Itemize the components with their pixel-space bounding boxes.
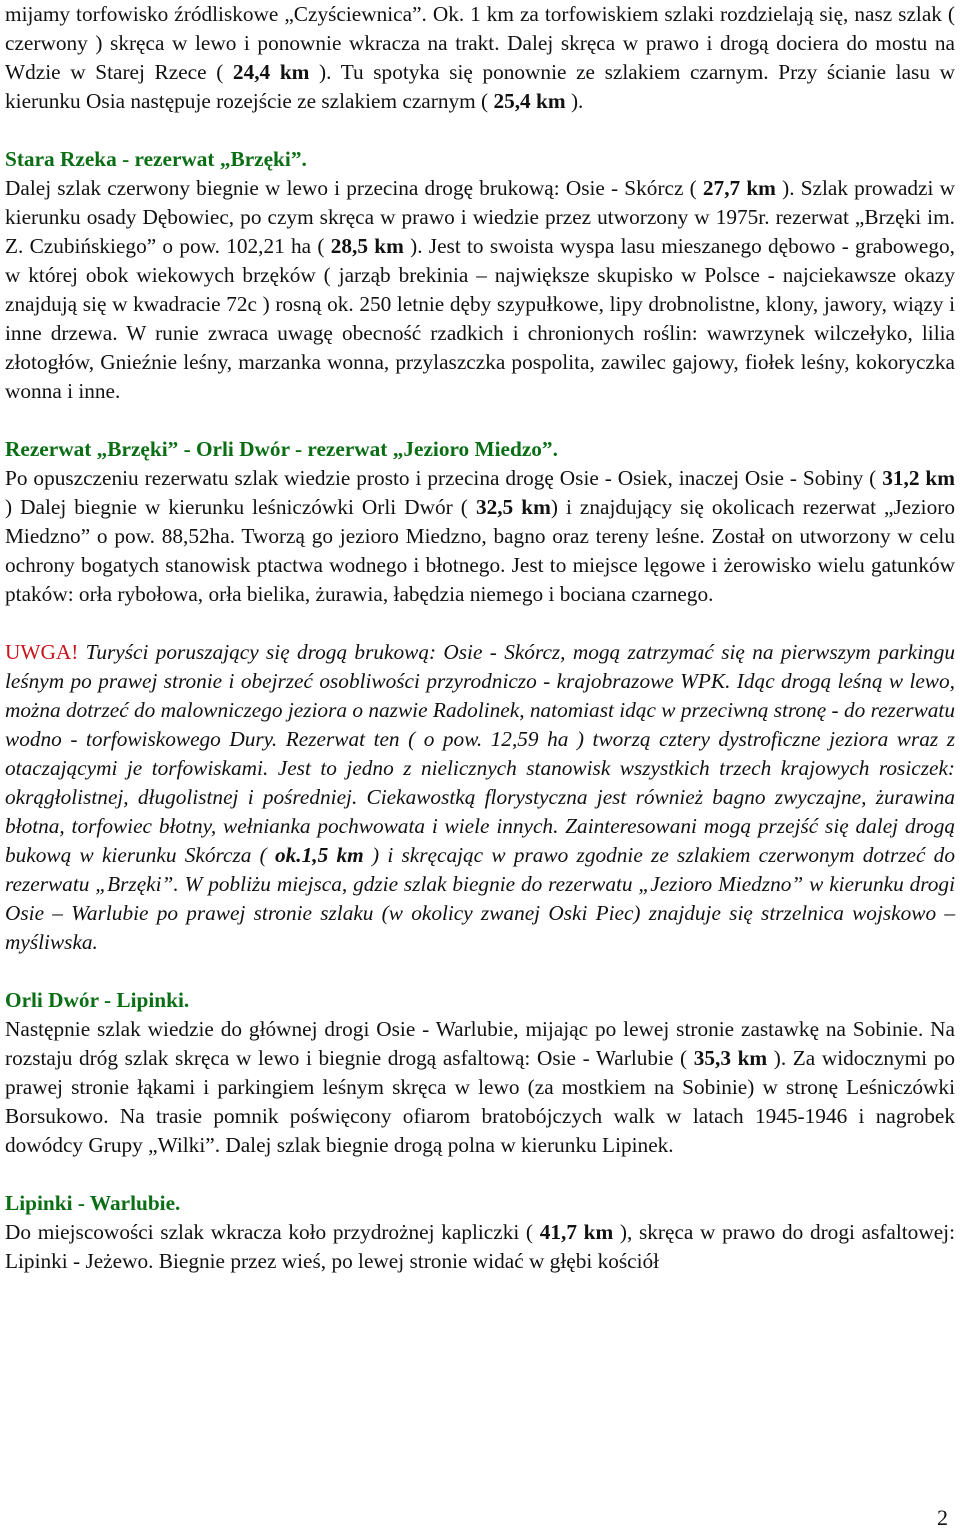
- paragraph-gap: [5, 609, 955, 638]
- section-brzeki-orli: [5, 435, 955, 609]
- text-run: ). Tu spotyka się ponownie ze szlakiem czarnym. Przy ścianie lasu w kierunku Osia następuje rozejście ze szlakiem czarnym (: [5, 60, 955, 113]
- warning-label: UWGA!: [5, 640, 79, 664]
- section-heading: Orli Dwór - Lipinki.: [5, 988, 190, 1012]
- text-run: Następnie szlak wiedzie do głównej drogi Osie - Warlubie, mijając po lewej stronie zastawkę na Sobinie. Na rozstaju dróg szlak skręca w lewo i biegnie drogą asfaltową: Osie - Warlubie (: [5, 1017, 955, 1070]
- warning-body: [5, 640, 955, 954]
- text-run: ), skręca w prawo do drogi asfaltowej: Lipinki - Jeżewo. Biegnie przez wieś, po lewej stronie widać w głębi kościół: [5, 1220, 955, 1273]
- section-body: [5, 1017, 955, 1157]
- section-stara-rzeka: [5, 145, 955, 406]
- distance-value: 35,3 km: [693, 1046, 768, 1070]
- intro-paragraph: [5, 0, 955, 116]
- paragraph-gap: [5, 116, 955, 145]
- section-heading: Lipinki - Warlubie.: [5, 1191, 181, 1215]
- distance-value: 28,5 km: [330, 234, 404, 258]
- section-heading: Stara Rzeka - rezerwat „Brzęki”.: [5, 147, 307, 171]
- section-lipinki-warlubie: [5, 1189, 955, 1276]
- section-orli-lipinki: [5, 986, 955, 1160]
- text-run: ). Szlak prowadzi w kierunku osady Dębowiec, po czym skręca w prawo i wiedzie przez utworzony w 1975r. rezerwat „Brzęki im. Z. Czubińskiego” o pow. 102,21 ha (: [5, 176, 955, 258]
- distance-value: 41,7 km: [539, 1220, 614, 1244]
- distance-value: 24,4 km: [232, 60, 310, 84]
- distance-value: ok.1,5 km: [275, 843, 364, 867]
- text-run: ) Dalej biegnie w kierunku leśniczówki Orli Dwór (: [5, 495, 476, 519]
- text-run: ). Za widocznymi po prawej stronie łąkami i parkingiem leśnym skręca w lewo (za mostkiem na Sobinie) w stronę Leśniczówki Borsukowo. Na trasie pomnik poświęcony ofiarom bratobójczych walk w latach 1945-1946 i nagrobek dowódcy Grupy „Wilki”. Dalej szlak biegnie drogą polna w kierunku Lipinek.: [5, 1046, 955, 1157]
- distance-value: 31,2 km: [882, 466, 955, 490]
- section-body: [5, 176, 955, 403]
- page-number: 2: [937, 1505, 948, 1530]
- paragraph-gap: [5, 1160, 955, 1189]
- section-heading: Rezerwat „Brzęki” - Orli Dwór - rezerwat „Jezioro Miedzo”.: [5, 437, 558, 461]
- section-body: [5, 1220, 955, 1273]
- distance-value: 27,7 km: [702, 176, 776, 200]
- paragraph-gap: [5, 957, 955, 986]
- text-run: ). Jest to swoista wyspa lasu mieszanego dębowo - grabowego, w której obok wiekowych brzęków ( jarząb brekinia – największe skupisko w Polsce - najciekawsze okazy znajdują się w kwadracie 72c ) rosną ok. 250 letnie dęby szypułkowe, lipy drobnolistne, klony, jawory, wiązy i inne drzewa. W runie zwraca uwagę obecność rzadkich i chronionych roślin: wawrzynek wilczełyko, lilia złotogłów, Gnieźnie leśny, marzanka wonna, przylaszczka pospolita, zawilec gajowy, fiołek leśny, kokoryczka wonna i inne.: [5, 234, 955, 403]
- section-body: [5, 466, 955, 606]
- text-run: Turyści poruszający się drogą brukową: Osie - Skórcz, mogą zatrzymać się na pierwszym parkingu leśnym po prawej stronie i obejrzeć osobliwości przyrodniczo - krajobrazowe WPK. Idąc drogą leśną w lewo, można dotrzeć do malowniczego jeziora o nazwie Radolinek, natomiast idąc w przeciwną stronę - do rezerwatu wodno - torfowiskowego Dury. Rezerwat ten ( o pow. 12,59 ha ) tworzą cztery dystroficzne jeziora wraz z otaczającymi je torfowiskami. Jest to jedno z nielicznych stanowisk wszystkich trzech krajowych rosiczek: okrągłolistnej, długolistnej i pośredniej. Ciekawostką florystyczna jest również bagno zwyczajne, żurawina błotna, torfowiec błotny, wełnianka pochwowata i wiele innych. Zainteresowani mogą przejść się dalej drogą bukową w kierunku Skórcza (: [5, 640, 955, 867]
- paragraph-gap: [5, 406, 955, 435]
- text-run: mijamy torfowisko źródliskowe „Czyściewnica”. Ok. 1 km za torfowiskiem szlaki rozdzielają się, nasz szlak ( czerwony ) skręca w lewo i ponownie wkracza na trakt. Dalej skręca w prawo i drogą dociera do mostu na Wdzie w Starej Rzece (: [5, 2, 955, 84]
- text-run: ).: [565, 89, 584, 113]
- distance-value: 32,5 km: [475, 495, 551, 519]
- text-run: ) i znajdujący się okolicach rezerwat „Jezioro Miedzno” o pow. 88,52ha. Tworzą go jezioro Miedzno, bagno oraz tereny leśne. Został on utworzony w celu ochrony bogatych stanowisk ptactwa wodnego i błotnego. Jest to miejsce lęgowe i żerowisko wielu gatunków ptaków: orła rybołowa, orła bielika, żurawia, łabędzia niemego i bociana czarnego.: [5, 495, 955, 606]
- text-run: Dalej szlak czerwony biegnie w lewo i przecina drogę brukową: Osie - Skórcz (: [5, 176, 703, 200]
- document-page: [5, 0, 955, 1276]
- distance-value: 25,4 km: [493, 89, 566, 113]
- text-run: Do miejscowości szlak wkracza koło przydrożnej kapliczki (: [5, 1220, 540, 1244]
- section-uwaga: [5, 638, 955, 957]
- text-run: Po opuszczeniu rezerwatu szlak wiedzie prosto i przecina drogę Osie - Osiek, inaczej Osie - Sobiny (: [5, 466, 883, 490]
- text-run: ) i skręcając w prawo zgodnie ze szlakiem czerwonym dotrzeć do rezerwatu „Brzęki”. W pobliżu miejsca, gdzie szlak biegnie do rezerwatu „Jezioro Miedzno” w kierunku drogi Osie – Warlubie po prawej stronie szlaku (w okolicy zwanej Oski Piec) znajduje się strzelnica wojskowo – myśliwska.: [5, 843, 955, 954]
